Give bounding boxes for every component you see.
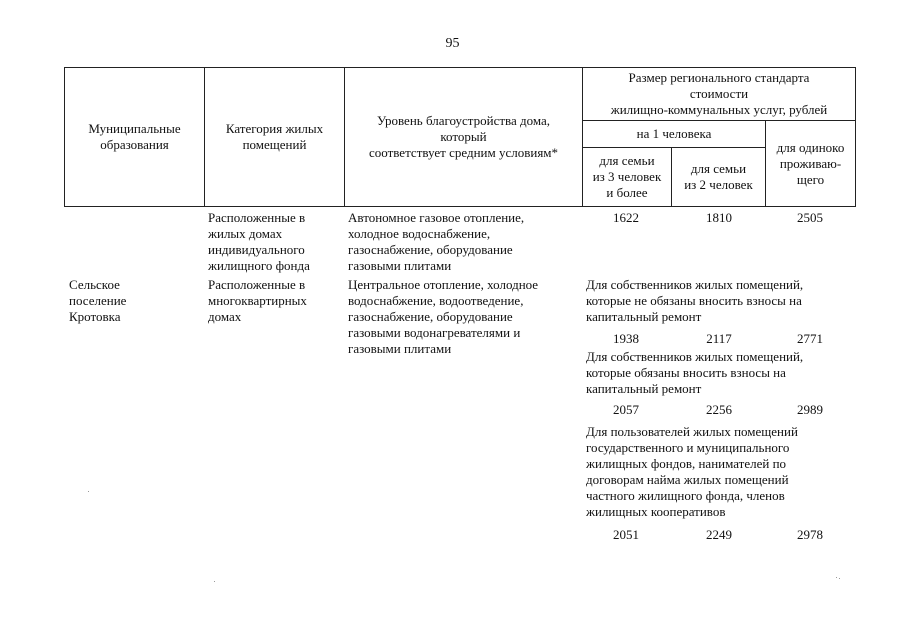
header-family-2: для семьи из 2 человек	[684, 161, 753, 192]
header-category: Категория жилых помещений	[225, 121, 324, 152]
header-level: Уровень благоустройства дома, который соответствует средним условиям*	[368, 113, 559, 160]
row2-group1-single: 2771	[797, 331, 823, 346]
table-header	[64, 67, 856, 207]
row2-group2-family-3: 2057	[613, 402, 639, 417]
scan-speck	[836, 577, 837, 578]
header-municipality: Муниципальные образования	[88, 121, 181, 152]
scan-speck	[88, 491, 89, 492]
row2-group1-family-2: 2117	[706, 331, 732, 346]
scan-speck	[214, 581, 215, 582]
page-number: 95	[445, 36, 460, 51]
row1-level: Автономное газовое отопление, холодное водоснабжение, газоснабжение, оборудование газовыми плитами	[348, 210, 525, 273]
row2-category: Расположенные в многоквартирных домах	[208, 277, 307, 324]
header-single: для одиноко проживаю- щего	[776, 139, 845, 187]
header-standard: Размер регионального стандарта стоимости жилищно-коммунальных услуг, рублей	[610, 70, 828, 117]
row1-value-single: 2505	[797, 210, 823, 225]
row2-group1-family-3: 1938	[613, 331, 639, 346]
row2-group2-family-2: 2256	[706, 402, 732, 417]
row1-category: Расположенные в жилых домах индивидуального жилищного фонда	[208, 210, 310, 273]
row2-group3-family-2: 2249	[706, 527, 732, 542]
header-family-3: для семьи из 3 человек и более	[592, 153, 662, 200]
row2-group2-label: Для собственников жилых помещений, которые обязаны вносить взносы на капитальный ремонт	[586, 349, 804, 396]
row2-group3-family-3: 2051	[613, 527, 639, 542]
row2-level: Центральное отопление, холодное водоснабжение, водоотведение, газоснабжение, оборудование газовыми водонагревателями и газовыми плитами	[348, 277, 539, 356]
row2-group1-label: Для собственников жилых помещений, которые не обязаны вносить взносы на капитальный ремонт	[586, 277, 804, 324]
header-per-person: на 1 человека	[636, 126, 712, 141]
scan-speck	[839, 578, 840, 579]
row1-value-family-3: 1622	[613, 210, 639, 225]
municipality-name: Сельское поселение Кротовка	[69, 277, 127, 324]
row2-group3-single: 2978	[797, 527, 823, 542]
row1-value-family-2: 1810	[706, 210, 732, 225]
row2-group3-label: Для пользователей жилых помещений государственного и муниципального жилищных фондов, нанимателей по договорам найма жилых помещений частного жилищного фонда, членов жилищных кооперативов	[586, 424, 798, 519]
row2-group2-single: 2989	[797, 402, 823, 417]
